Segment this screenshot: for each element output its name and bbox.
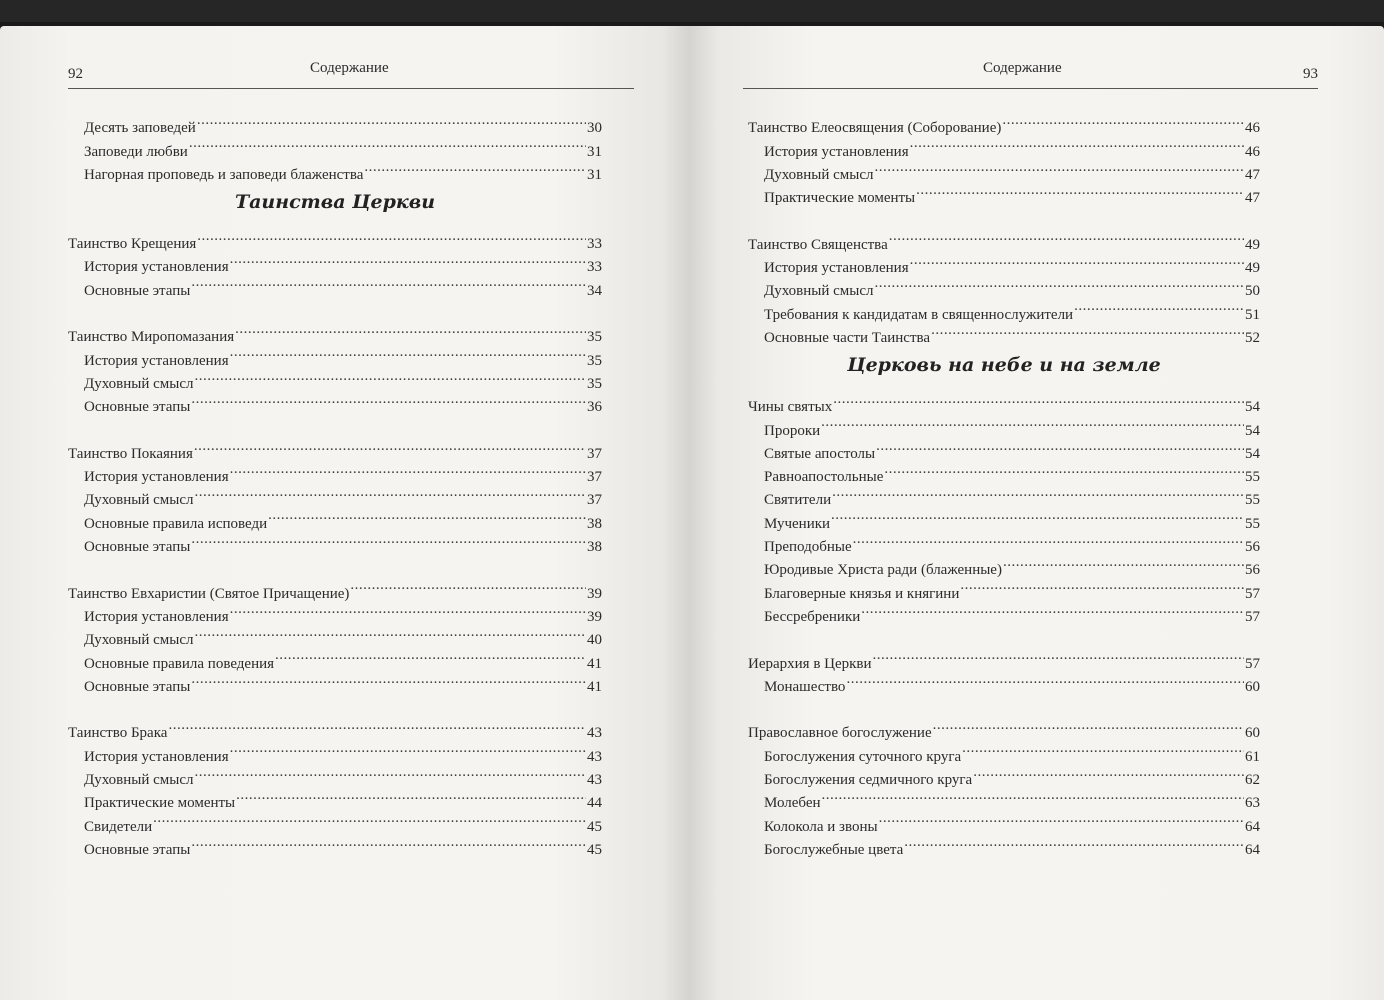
toc-entry: [68, 714, 602, 742]
toc-entry-page: 46: [1245, 143, 1260, 160]
toc-leader-dots: [350, 574, 586, 597]
toc-entry-page: 34: [587, 282, 602, 299]
toc-entry-page: 45: [587, 818, 602, 835]
toc-entry-title: Святые апостолы: [764, 445, 876, 462]
toc-leader-dots: [962, 737, 1244, 760]
toc-leader-dots: [973, 761, 1244, 784]
toc-entry-page: 43: [587, 772, 602, 789]
toc-entry-title: История установления: [764, 143, 909, 160]
toc-entry-title: Богослужебные цвета: [764, 841, 904, 858]
toc-entry-page: 41: [587, 678, 602, 695]
toc-entry-title: Нагорная проповедь и заповеди блаженства: [84, 166, 364, 183]
toc-entry: [748, 644, 1260, 672]
toc-entry: [68, 435, 602, 462]
toc-leader-dots: [821, 411, 1244, 434]
toc-entry-page: 56: [1245, 562, 1260, 579]
toc-leader-dots: [197, 109, 586, 132]
toc-leader-dots: [933, 714, 1244, 737]
toc-entry-title: Основные этапы: [84, 678, 191, 695]
toc-entry-page: 56: [1245, 539, 1260, 556]
toc-entry-title: История установления: [84, 469, 229, 486]
toc-entry-title: Богослужения суточного круга: [764, 748, 962, 765]
toc-leader-dots: [875, 272, 1245, 295]
toc-leader-dots: [230, 248, 586, 271]
toc-entry-page: 44: [587, 795, 602, 812]
toc-entry-page: 57: [1245, 585, 1260, 602]
toc-entry: [68, 318, 602, 346]
toc-leader-dots: [275, 644, 586, 667]
toc-entry-title: Духовный смысл: [84, 632, 194, 649]
toc-leader-dots: [194, 435, 586, 458]
right-page-number: 93: [1303, 66, 1318, 82]
toc-entry-title: Молебен: [764, 795, 821, 812]
toc-entry-page: 38: [587, 539, 602, 556]
toc-leader-dots: [236, 784, 586, 807]
toc-entry-title: Основные этапы: [84, 539, 191, 556]
toc-entry-page: 54: [1245, 422, 1260, 439]
toc-leader-dots: [195, 365, 587, 388]
toc-entry-title: Основные правила исповеди: [84, 515, 268, 532]
toc-entry-page: 54: [1245, 399, 1260, 416]
toc-entry-title: История установления: [84, 608, 229, 625]
toc-subentry: [68, 109, 602, 137]
toc-entry-page: 30: [587, 120, 602, 137]
toc-leader-dots: [831, 504, 1244, 527]
toc-entry-page: 57: [1245, 655, 1260, 672]
toc-entry-page: 37: [587, 492, 602, 509]
toc-entry-title: История установления: [764, 260, 909, 277]
toc-leader-dots: [884, 458, 1244, 481]
toc-entry-title: Таинство Елеосвящения (Соборование): [748, 120, 1002, 137]
toc-entry-page: 35: [587, 352, 602, 369]
toc-leader-dots: [191, 271, 586, 294]
right-toc-list: [748, 109, 1260, 858]
toc-leader-dots: [846, 668, 1244, 691]
toc-leader-dots: [364, 156, 586, 179]
toc-entry-page: 47: [1245, 166, 1260, 183]
toc-entry-page: 41: [587, 655, 602, 672]
toc-leader-dots: [191, 668, 586, 691]
toc-entry-title: Духовный смысл: [84, 492, 194, 509]
left-page: [0, 26, 690, 1000]
toc-entry-page: 62: [1245, 772, 1260, 789]
toc-entry-title: Преподобные: [764, 539, 852, 556]
toc-entry-title: Пророки: [764, 422, 821, 439]
toc-entry-title: Таинство Священства: [748, 236, 888, 253]
toc-entry-title: Заповеди любви: [84, 143, 188, 160]
toc-leader-dots: [875, 156, 1245, 179]
toc-subentry: [748, 411, 1260, 439]
toc-entry-page: 37: [587, 469, 602, 486]
toc-entry-page: 55: [1245, 515, 1260, 532]
toc-leader-dots: [960, 574, 1244, 597]
toc-entry-page: 61: [1245, 748, 1260, 765]
toc-entry-title: Православное богослужение: [748, 725, 932, 742]
toc-entry-page: 49: [1245, 260, 1260, 277]
toc-entry-page: 64: [1245, 841, 1260, 858]
toc-leader-dots: [268, 504, 586, 527]
left-running-head-title: Содержание: [310, 60, 389, 76]
toc-entry-page: 64: [1245, 818, 1260, 835]
toc-entry-page: 43: [587, 748, 602, 765]
toc-leader-dots: [230, 598, 586, 621]
toc-entry-page: 54: [1245, 445, 1260, 462]
left-page-number: 92: [68, 66, 83, 82]
toc-entry-title: Духовный смысл: [764, 283, 874, 300]
toc-leader-dots: [1002, 109, 1244, 132]
toc-leader-dots: [191, 528, 586, 551]
toc-entry-page: 60: [1245, 678, 1260, 695]
toc-leader-dots: [189, 132, 586, 155]
toc-entry-page: 37: [587, 445, 602, 462]
left-toc-list: [68, 109, 602, 858]
toc-entry-title: История установления: [84, 748, 229, 765]
toc-entry-title: Богослужения седмичного круга: [764, 772, 973, 789]
toc-entry-title: Практические моменты: [764, 190, 916, 207]
toc-entry: [68, 574, 602, 602]
toc-entry-title: Духовный смысл: [84, 375, 194, 392]
toc-leader-dots: [879, 807, 1244, 830]
toc-entry-page: 51: [1245, 306, 1260, 323]
toc-entry-title: Основные правила поведения: [84, 655, 275, 672]
toc-entry: [748, 714, 1260, 742]
toc-entry-title: Монашество: [764, 678, 846, 695]
toc-entry-title: Духовный смысл: [84, 772, 194, 789]
toc-leader-dots: [230, 458, 586, 481]
toc-entry-title: Таинство Покаяния: [68, 445, 193, 462]
toc-leader-dots: [861, 598, 1244, 621]
toc-leader-dots: [833, 388, 1244, 411]
toc-entry-title: Юродивые Христа ради (блаженные): [764, 562, 1002, 579]
toc-entry-page: 38: [587, 515, 602, 532]
toc-leader-dots: [832, 481, 1244, 504]
right-page: [690, 26, 1384, 1000]
toc-entry-page: 35: [587, 329, 602, 346]
toc-entry-title: Бессребреники: [764, 608, 861, 625]
toc-entry-page: 57: [1245, 608, 1260, 625]
toc-leader-dots: [191, 831, 586, 854]
toc-entry-title: Десять заповедей: [84, 120, 196, 137]
toc-entry-page: 36: [587, 399, 602, 416]
toc-leader-dots: [235, 318, 586, 341]
toc-entry-page: 49: [1245, 236, 1260, 253]
toc-leader-dots: [876, 435, 1244, 458]
toc-entry-page: 31: [587, 166, 602, 183]
toc-entry-title: Таинство Миропомазания: [68, 329, 235, 346]
toc-entry-title: Колокола и звоны: [764, 818, 878, 835]
toc-leader-dots: [197, 225, 586, 248]
toc-entry: [748, 225, 1260, 253]
toc-entry-page: 31: [587, 143, 602, 160]
toc-leader-dots: [910, 249, 1244, 272]
toc-subentry: [748, 435, 1260, 462]
toc-entry-title: Равноапостольные: [764, 469, 884, 486]
toc-leader-dots: [195, 481, 587, 504]
toc-leader-dots: [904, 831, 1244, 854]
toc-leader-dots: [1074, 295, 1244, 318]
toc-entry-title: Таинство Евхаристии (Святое Причащение): [68, 585, 350, 602]
toc-entry-title: Чины святых: [748, 399, 833, 416]
left-running-head: [68, 60, 634, 89]
toc-leader-dots: [1003, 551, 1244, 574]
toc-leader-dots: [230, 737, 586, 760]
toc-section-title: Церковь на небе и на земле: [847, 353, 1161, 376]
toc-entry-title: Основные этапы: [84, 841, 191, 858]
toc-section-title: Таинства Церкви: [234, 190, 436, 213]
toc-entry-title: Основные этапы: [84, 282, 191, 299]
toc-entry-title: Требования к кандидатам в священнослужители: [764, 306, 1074, 323]
toc-entry-page: 35: [587, 375, 602, 392]
toc-entry-title: Духовный смысл: [764, 166, 874, 183]
toc-entry-page: 52: [1245, 329, 1260, 346]
toc-entry-title: Свидетели: [84, 818, 153, 835]
toc-entry-title: Мученики: [764, 515, 831, 532]
toc-entry-page: 33: [587, 236, 602, 253]
toc-entry-title: Основные этапы: [84, 399, 191, 416]
toc-subentry: [748, 807, 1260, 835]
toc-entry: [748, 388, 1260, 416]
toc-leader-dots: [853, 528, 1244, 551]
toc-entry-title: Таинство Крещения: [68, 236, 197, 253]
toc-leader-dots: [195, 621, 587, 644]
toc-entry-title: Практические моменты: [84, 795, 236, 812]
toc-leader-dots: [153, 807, 586, 830]
toc-leader-dots: [916, 179, 1244, 202]
toc-entry-page: 55: [1245, 492, 1260, 509]
toc-entry-title: Иерархия в Церкви: [748, 655, 872, 672]
toc-leader-dots: [195, 761, 587, 784]
toc-entry-page: 60: [1245, 725, 1260, 742]
toc-entry: [748, 109, 1260, 137]
toc-entry: [68, 225, 602, 253]
toc-entry-page: 33: [587, 259, 602, 276]
toc-entry-title: Святители: [764, 492, 832, 509]
toc-entry-title: Таинство Брака: [68, 725, 168, 742]
right-running-head-title: Содержание: [983, 60, 1062, 76]
toc-leader-dots: [822, 784, 1244, 807]
toc-leader-dots: [168, 714, 586, 737]
toc-leader-dots: [931, 319, 1244, 342]
toc-entry-title: История установления: [84, 352, 229, 369]
toc-leader-dots: [873, 644, 1244, 667]
toc-entry-page: 45: [587, 841, 602, 858]
toc-entry-title: Благоверные князья и княгини: [764, 585, 960, 602]
toc-entry-page: 63: [1245, 795, 1260, 812]
toc-leader-dots: [230, 341, 586, 364]
toc-leader-dots: [889, 225, 1244, 248]
toc-leader-dots: [910, 132, 1244, 155]
toc-entry-title: Основные части Таинства: [764, 329, 931, 346]
toc-entry-page: 47: [1245, 190, 1260, 207]
toc-subentry: [748, 784, 1260, 812]
toc-entry-page: 40: [587, 632, 602, 649]
toc-entry-page: 55: [1245, 469, 1260, 486]
toc-entry-page: 50: [1245, 283, 1260, 300]
toc-entry-page: 39: [587, 608, 602, 625]
toc-entry-page: 46: [1245, 120, 1260, 137]
toc-entry-title: История установления: [84, 259, 229, 276]
toc-leader-dots: [191, 388, 586, 411]
toc-entry-page: 43: [587, 725, 602, 742]
toc-entry-page: 39: [587, 585, 602, 602]
right-running-head: [743, 60, 1318, 89]
